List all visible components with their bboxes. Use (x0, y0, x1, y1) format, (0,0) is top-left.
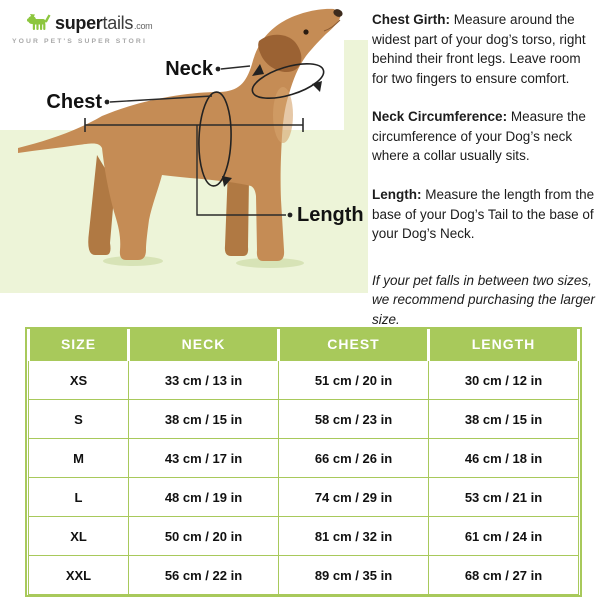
neck-label-dot (216, 67, 221, 72)
length-paragraph: Length: Measure the length from the base of your Dog’s Tail to the base of your Dog’s Neck. (372, 186, 595, 242)
size-cell: S (29, 400, 129, 439)
length-cell: 68 cm / 27 in (429, 556, 579, 595)
col-header-length: LENGTH (429, 329, 579, 360)
dog-logo-icon (26, 12, 52, 34)
size-cell: XXL (29, 556, 129, 595)
chest-cell: 74 cm / 29 in (279, 478, 429, 517)
neck-cell: 48 cm / 19 in (129, 478, 279, 517)
table-row (29, 439, 579, 478)
dog-measurement-diagram (0, 0, 370, 300)
col-header-neck: NECK (129, 329, 279, 360)
chest-cell: 89 cm / 35 in (279, 556, 429, 595)
size-cell: L (29, 478, 129, 517)
length-cell: 38 cm / 15 in (429, 400, 579, 439)
chest-label: Chest (46, 91, 102, 113)
chest-girth-paragraph: Chest Girth: Measure around the widest part of your dog’s torso, right behind their front legs. Leave room for two fingers to ensure comfort. (372, 12, 586, 86)
fit-note: If your pet falls in between two sizes, we recommend purchasing the larger size. (372, 272, 595, 327)
supertails-logo (12, 12, 152, 45)
neck-cell: 33 cm / 13 in (129, 360, 279, 400)
dog-diagram-graphic (0, 0, 370, 300)
size-cell: XS (29, 360, 129, 400)
neck-arrowhead-right (312, 81, 322, 92)
green-band-strip (344, 40, 368, 133)
length-label-dot (288, 213, 293, 218)
neck-cell: 50 cm / 20 in (129, 517, 279, 556)
neck-cell: 43 cm / 17 in (129, 439, 279, 478)
size-cell: M (29, 439, 129, 478)
neck-cell: 56 cm / 22 in (129, 556, 279, 595)
measuring-instructions (372, 10, 598, 329)
neck-circumference-paragraph: Neck Circumference: Measure the circumference of your Dog’s neck where a collar usually sits. (372, 109, 586, 164)
table-row (29, 517, 579, 556)
chest-cell: 81 cm / 32 in (279, 517, 429, 556)
size-chart-table-wrap (25, 327, 582, 597)
chest-label-dot (105, 100, 110, 105)
table-header-row (29, 329, 579, 360)
col-header-size: SIZE (29, 329, 129, 360)
table-row (29, 360, 579, 400)
size-chart-table (27, 329, 580, 595)
col-header-chest: CHEST (279, 329, 429, 360)
chest-cell: 51 cm / 20 in (279, 360, 429, 400)
brand-wordmark: supertails.com (55, 13, 153, 33)
chest-cell: 66 cm / 26 in (279, 439, 429, 478)
chest-cell: 58 cm / 23 in (279, 400, 429, 439)
neck-leader-line (221, 66, 250, 69)
table-row (29, 556, 579, 595)
size-cell: XL (29, 517, 129, 556)
dog-eye (303, 29, 308, 34)
neck-cell: 38 cm / 15 in (129, 400, 279, 439)
length-cell: 61 cm / 24 in (429, 517, 579, 556)
length-cell: 46 cm / 18 in (429, 439, 579, 478)
neck-label: Neck (165, 58, 213, 80)
length-cell: 30 cm / 12 in (429, 360, 579, 400)
table-row (29, 478, 579, 517)
brand-tagline: YOUR PET'S SUPER STORI (12, 38, 147, 45)
table-row (29, 400, 579, 439)
length-label: Length (297, 204, 364, 226)
length-cell: 53 cm / 21 in (429, 478, 579, 517)
